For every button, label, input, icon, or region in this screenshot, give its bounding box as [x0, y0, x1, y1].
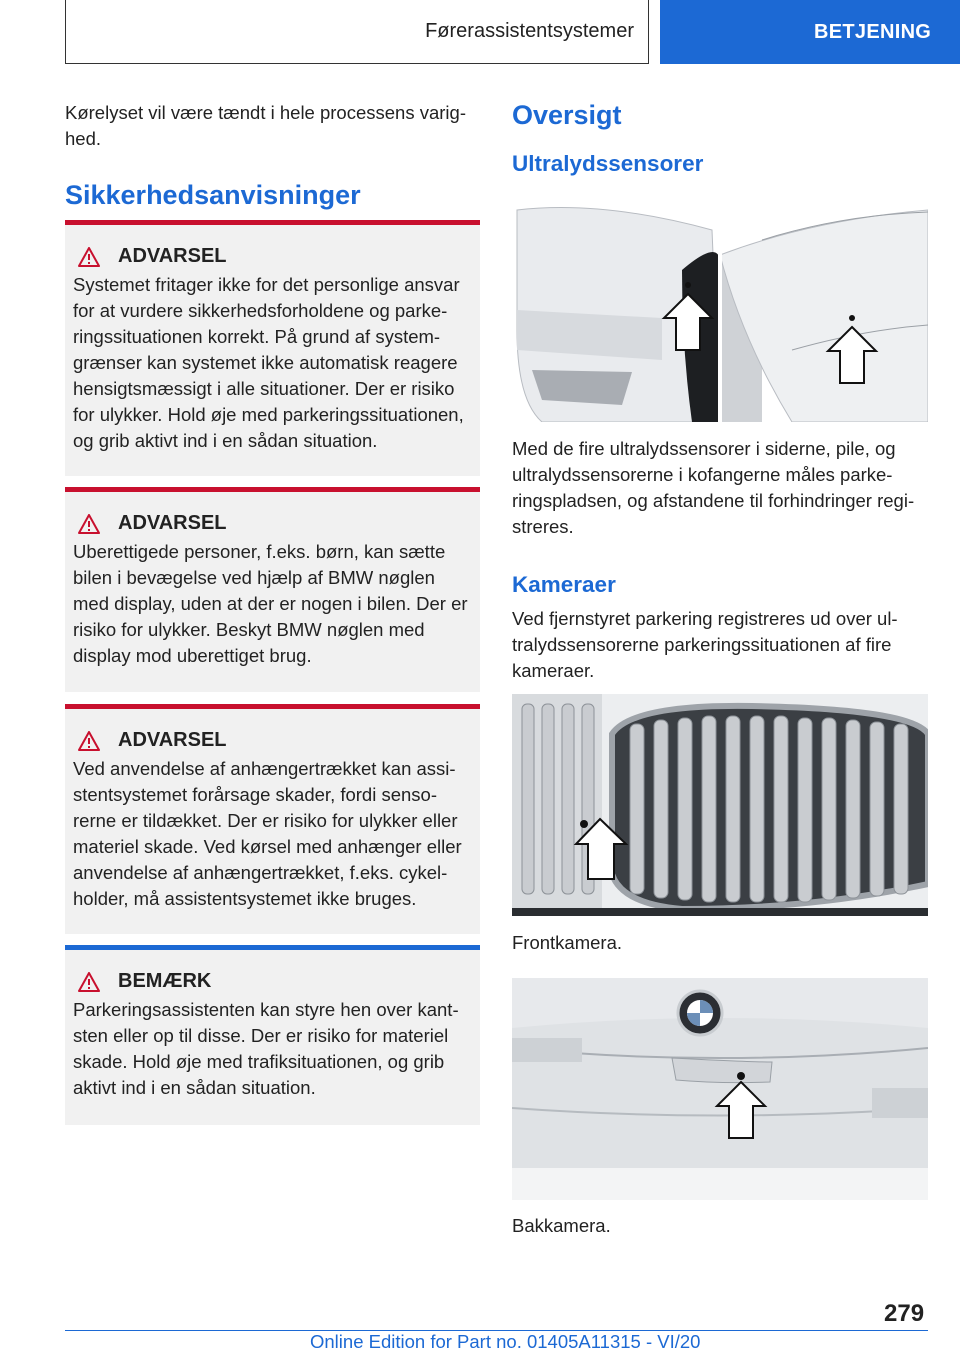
cameras-heading: Kameraer	[512, 572, 616, 597]
warning-triangle-icon	[78, 731, 100, 751]
warning-text: Ved anvendelse af anhængertrækket kan assi- stentsystemet forårsage skader, fordi senso- rerne er tildækket. Der er risiko for ulykker eller materiel skade. Ved kørsel med anhænger eller anvendelse af anhængertrækket, f.eks. cykel- holder, må assistentsystemet ikke bruges.	[73, 758, 462, 909]
tailgate-illustration	[512, 978, 928, 1200]
page-number: 279	[884, 1300, 925, 1327]
warning-box-3	[65, 704, 480, 934]
warning-title: ADVARSEL	[73, 512, 472, 535]
warning-triangle-icon	[78, 514, 100, 534]
car-sensors-illustration	[512, 200, 928, 422]
notice-text: Parkeringsassistenten kan styre hen over kant- sten eller op til disse. Der er risiko for materiel skade. Hold øje med trafiksituationen, og grib aktivt ind i en sådan situation.	[73, 999, 459, 1098]
cameras-paragraph: Ved fjernstyret parkering registreres ud over ul- tralydssensorerne parkeringssituationen af fire kameraer.	[512, 608, 898, 681]
left-column	[65, 100, 480, 211]
front-camera-figure	[512, 694, 928, 916]
ultrasonic-sensors-figure	[512, 200, 928, 422]
warning-triangle-icon	[78, 247, 100, 267]
overview-heading: Oversigt	[512, 100, 622, 130]
header-section	[65, 0, 649, 64]
kidney-grille-illustration	[512, 694, 928, 916]
warning-triangle-icon	[78, 972, 100, 992]
warning-title: ADVARSEL	[73, 729, 472, 752]
notice-title: BEMÆRK	[73, 970, 472, 993]
warning-box-1	[65, 220, 480, 476]
ultrasonic-heading: Ultralydssensorer	[512, 151, 704, 176]
safety-heading: Sikkerhedsanvisninger	[65, 180, 361, 210]
header-chapter-label: BETJENING	[814, 20, 932, 43]
right-column	[512, 100, 928, 177]
intro-paragraph: Kørelyset vil være tændt i hele processens varig- hed.	[65, 102, 466, 149]
header-chapter-tab[interactable]	[660, 0, 960, 64]
rear-camera-caption: Bakkamera.	[512, 1215, 611, 1236]
warning-box-2	[65, 487, 480, 692]
rear-camera-figure	[512, 978, 928, 1200]
header-section-title: Førerassistentsystemer	[425, 20, 634, 42]
front-camera-caption: Frontkamera.	[512, 932, 623, 953]
warning-text: Uberettigede personer, f.eks. børn, kan sætte bilen i bevægelse ved hjælp af BMW nøglen med display, uden at der er nogen i bilen. Der er risiko for ulykker. Beskyt BMW nøglen med display mod uberettiget brug.	[73, 541, 468, 666]
footer-edition: Online Edition for Part no. 01405A11315 - VI/20	[310, 1331, 701, 1352]
ultrasonic-paragraph: Med de fire ultralydssensorer i siderne, pile, og ultralydssensorerne i kofangerne måles parke- ringspladsen, og afstandene til forhindringer regi- streres.	[512, 438, 915, 537]
warning-text: Systemet fritager ikke for det personlige ansvar for at vurdere sikkerhedsforholdene og parke- ringssituationen korrekt. På grund af system- grænser kan systemet ikke automatisk reagere hensigtsmæssigt i alle situationer. Der er risiko for ulykker. Hold øje med parkeringssituationen, og grib aktivt ind i en sådan situation.	[73, 274, 464, 451]
warning-title: ADVARSEL	[73, 245, 472, 268]
notice-box	[65, 945, 480, 1125]
